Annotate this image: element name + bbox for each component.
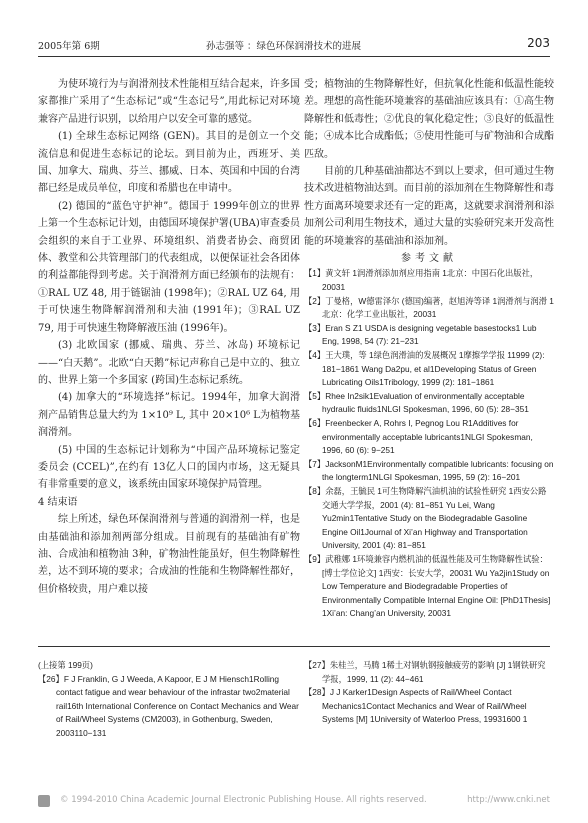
footer [38,795,550,811]
footer-url: http://www.cnki.net [467,795,550,805]
paragraph: (5) 中国的生态标记计划称为“中国产品环境标记鉴定委员会 (CCEL)”,在约有 13亿人口的国内市场，这无疑具有非常重要的意义，该系统由国家环境保护局管理。 [38,444,300,491]
references-heading: 参考文献 [401,253,457,265]
reference-item: 【8】余磊，王毓民 1可生物降解汽油机油的试验性研究 1西安公路交通大学学报，2001 (4): 81−851 Yu Lei, Wang Yu2min1Tentative Study on the Biodegradable Gasoline Engine Oil1Journal of Xi’an Highway and Transportation University, 2001 (4): 81−851 [304,485,547,551]
reference-item: 【9】武稚娜 1环境兼容内燃机油的低温性能及可生物降解性试验：[博士学位论文] 1西安：长安大学，20031 Wu Ya2jin1Study on Low Temperature and Biodegradable Properties of Environmentally Compatible Internal Engine Oil: [PhD1Thesis] 1Xi’an: Chang’an University, 20031 [304,553,551,619]
reference-item: 【2】丁曼格，W德雷泽尔 (德国)编著，赵旭涛等译 1润滑剂与润滑 1北京：化学工业出版社，20031 [304,295,554,320]
reference-item: 【26】F J Franklin, G J Weeda, A Kapoor, E J M Hiensch1Rolling contact fatigue and wear behaviour of the infrastar two2material rail16th International Conference on Contact Mechanics and Wear of Rail/Wheel Systems (CM2003), in Gothenburg, Sweden, 2003110−131 [38,673,299,738]
paragraph: 受；植物油的生物降解性好，但抗氧化性能和低温性能较差。理想的高性能环境兼容的基础油应该具有：①高生物降解性和低毒性；②优良的氧化稳定性；③良好的低温性能；④成本比合成酯低；⑤使用性能可与矿物油和合成酯匹敌。 [304,79,554,160]
page-number: 203 [527,36,550,50]
reference-item: 【5】Rhee In2sik1Evaluation of environmentally acceptable hydraulic fluids1NLGI Spokesman, 1996, 60 (5): 28−351 [304,390,529,415]
cnki-logo-icon [38,795,50,807]
left-column [38,76,300,598]
continuation-rule [38,646,550,647]
section-heading: 4 结束语 [38,496,78,508]
reference-item: 【28】J J Karker1Design Aspects of Rail/Wheel Contact Mechanics1Contact Mechanics and Wear of Rail/Wheel Systems [M] 1University of Waterloo Press, 19931600 1 [304,687,528,725]
paragraph: 目前的几种基础油都达不到以上要求，但可通过生物技术改进植物油达到。而目前的添加剂在生物降解性和毒性方面离环境要求还有一定的距离，这就要求润滑剂和添加剂公司利用生物技术，通过大量的实验研究来开发高性能的环境兼容的基础油和添加剂。 [304,166,554,247]
continuation-right [304,659,550,727]
right-column [304,76,554,621]
continuation-label: (上接第 199页) [38,660,93,670]
paragraph: (1) 全球生态标记网络 (GEN)。其目的是创立一个交流信息和促进生态标记的论坛。到目前为止，西班牙、美国、加拿大、瑞典、芬兰、挪威、日本、英国和中国的台湾都已经是成员单位，印度和希腊也在申请中。 [38,131,300,195]
reference-item: 【6】Freenbecker A, Rohrs I, Pegnog Lou R1Additives for environmentally acceptable lubricants1NLGI Spokesman, 1996, 60 (6): 9−251 [304,418,533,456]
reference-item: 【4】王大璞，等 1绿色润滑油的发展概况 1摩擦学学报 11999 (2): 181−1861 Wang Da2pu, et al1Developing Status of Green Lubricating Oils1Tribology, 1999 (2): 181−1861 [304,350,545,388]
paragraph: (4) 加拿大的“环境选择”标记。1994年，加拿大润滑剂产品销售总量大约为 1×10⁹ L, 其中 20×10⁶ L为植物基润滑剂。 [38,392,300,439]
right-column-text [304,76,554,267]
reference-item: 【3】Eran S Z1 USDA is designing vegetable basestocks1 Lub Eng, 1998, 54 (7): 21−231 [304,322,537,347]
issue-label: 2005年第 6期 [38,41,100,52]
paragraph: 综上所述，绿色环保润滑剂与普通的润滑剂一样，也是由基础油和添加剂两部分组成。目前现有的基础油有矿物油、合成油和植物油 3种，矿物油性能虽好，但生物降解性差，达不到环境的要求；合成油的性能和生物降解性都好，但价格较贵，用户难以接 [38,514,300,595]
paragraph: (3) 北欧国家 (挪威、瑞典、芬兰、冰岛) 环境标记——“白天鹅”。北欧“白天鹅”标记声称自己是中立的、独立的、世界上第一个多国家 (跨国)生态标记系统。 [38,340,300,386]
header-rule [38,56,550,57]
paragraph: 为使环境行为与润滑剂技术性能相互结合起来，许多国家都推广采用了“生态标记”或“生态记号”,用此标记对环境兼容产品进行识别，以给用户以安全可靠的感觉。 [38,79,300,125]
reference-item: 【7】JacksonM1Environmentally compatible lubricants: focusing on the longterm1NLGI Spokesman, 1995, 59 (2): 16−201 [304,458,554,483]
paragraph: (2) 德国的“蓝色守护神”。德国于 1999年创立的世界上第一个生态标记计划，由德国环境保护署(UBA)审查委员会组织的来自于工业界、环境组织、消费者协会、商贸团体、教堂和公共管理部门的代表组成，以便保证社会各团体的利益都能得到考虑。关于润滑剂方面已经颁布的法规有：①RAL UZ 48, 用于链锯油 (1998年)；②RAL UZ 64, 用于可快速生物降解润滑剂和夫油 (1991年)；③RAL UZ 79, 用于可快速生物降解液压油 (1996年)。 [38,200,300,334]
copyright-text: © 1994-2010 China Academic Journal Electronic Publishing House. All rights reserved. [60,795,427,805]
reference-list [304,267,554,620]
continuation-left [38,659,300,741]
reference-item: 【27】朱桂兰，马腾 1稀土对钢轨钢接触疲劳的影响 [J] 1钢铁研究学报，1999, 11 (2): 44−461 [304,660,546,684]
reference-item: 【1】黄文轩 1润滑剂添加剂应用指南 1北京：中国石化出版社，20031 [304,268,539,293]
running-title: 孙志强等 ：绿色环保润滑技术的进展 [206,41,362,52]
running-header [38,38,550,54]
